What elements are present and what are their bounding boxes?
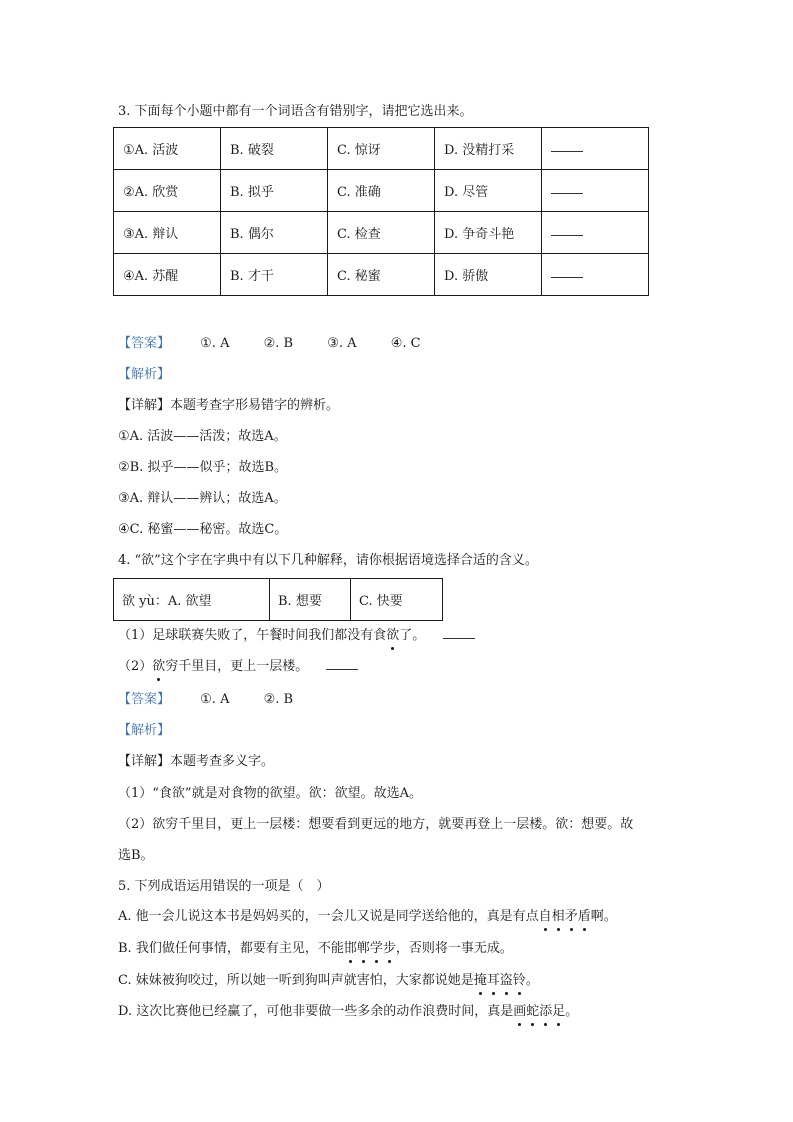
q3-answer-line (118, 335, 451, 353)
q4-explanation: 选B。 (118, 848, 154, 863)
q3-cell: C. 检查 (328, 212, 435, 254)
q3-cell: ④A. 苏醒 (114, 254, 221, 296)
q3-explanation: ①A. 活波——活泼；故选A。 (118, 429, 287, 444)
q3-title: 3. 下面每个小题中都有一个词语含有错别字，请把它选出来。 (118, 104, 473, 119)
q3-answer-cell[interactable] (542, 212, 649, 254)
q3-analysis-label: 【解析】 (118, 367, 171, 382)
emphasized-char: 相 (551, 909, 565, 924)
answer-label: 【答案】 (118, 336, 171, 351)
answer-item: ②. B (263, 692, 294, 707)
answer-item: ①. A (200, 336, 230, 351)
q3-cell: C. 秘蜜 (328, 254, 435, 296)
answer-item: ①. A (200, 692, 230, 707)
emphasized-char: 矛 (564, 909, 578, 924)
answer-item: ②. B (263, 336, 294, 351)
q5-option-a (118, 908, 617, 926)
emphasized-char: 郸 (356, 941, 370, 956)
q4-cell: B. 想要 (270, 579, 351, 621)
emphasized-char: 足 (552, 1004, 566, 1019)
q4-explanation: （2）欲穷千里目，更上一层楼：想要看到更远的地方，就要再登上一层楼。欲：想要。故 (118, 817, 634, 832)
option-text: D. 这次比赛他已经赢了，可他非要做一些多余的动作浪费时间，真是 (118, 1004, 514, 1019)
answer-blank[interactable] (551, 141, 583, 152)
detail-text: 本题考查多义字。 (170, 754, 275, 769)
emphasized-char: 邯 (343, 941, 357, 956)
emphasized-char: 画 (513, 1004, 527, 1019)
sentence-text: 穷千里目，更上一层楼。 (165, 659, 309, 674)
q3-answer-cell[interactable] (542, 170, 649, 212)
q4-analysis-label: 【解析】 (118, 723, 171, 738)
q3-table (113, 127, 649, 296)
sentence-text: （1）足球联赛失败了，午餐时间我们都没有食 (118, 628, 387, 643)
q3-cell: C. 准确 (328, 170, 435, 212)
table-row (114, 170, 649, 212)
q4-sentence-2 (118, 658, 358, 676)
q3-cell: C. 惊讶 (328, 128, 435, 170)
q3-answer-cell[interactable] (542, 128, 649, 170)
emphasized-char: 自 (538, 909, 552, 924)
q3-cell: ③A. 辩认 (114, 212, 221, 254)
q3-explanation: ②B. 拟乎——似乎；故选B。 (118, 460, 288, 475)
q3-cell: D. 尽管 (435, 170, 542, 212)
answer-blank[interactable] (326, 659, 358, 670)
emphasized-char: 欲 (152, 659, 166, 674)
option-text: 。 (565, 1004, 579, 1019)
emphasized-char: 添 (539, 1004, 553, 1019)
table-row (114, 254, 649, 296)
emphasized-char: 掩 (473, 973, 487, 988)
answer-blank[interactable] (551, 183, 583, 194)
q4-answer-line (118, 691, 323, 709)
detail-label: 【详解】 (118, 398, 171, 413)
q3-cell: B. 偶尔 (221, 212, 328, 254)
answer-blank[interactable] (443, 628, 475, 639)
option-text: 啊。 (590, 909, 617, 924)
q3-cell: ②A. 欣赏 (114, 170, 221, 212)
q5-option-c (118, 972, 539, 990)
q4-cell: 欲 yù：A. 欲望 (114, 579, 270, 621)
answer-item: ③. A (327, 336, 357, 351)
option-text: 。 (525, 973, 539, 988)
q4-title: 4. “欲”这个字在字典中有以下几种解释，请你根据语境选择合适的含义。 (118, 553, 538, 568)
table-row (114, 128, 649, 170)
q3-answer-cell[interactable] (542, 254, 649, 296)
emphasized-char: 盾 (577, 909, 591, 924)
q3-cell: D. 骄傲 (435, 254, 542, 296)
table-row (114, 579, 443, 621)
q4-cell: C. 快要 (351, 579, 443, 621)
sentence-text: 了。 (399, 628, 426, 643)
q4-explanation: （1）“食欲”就是对食物的欲望。欲：欲望。故选A。 (118, 786, 422, 801)
option-text: ，否则将一事无成。 (395, 941, 513, 956)
q3-cell: B. 才干 (221, 254, 328, 296)
answer-label: 【答案】 (118, 692, 171, 707)
q3-explanation: ③A. 辩认——辨认；故选A。 (118, 491, 287, 506)
detail-label: 【详解】 (118, 754, 171, 769)
option-text: B. 我们做任何事情，都要有主见，不能 (118, 941, 344, 956)
q4-detail (118, 753, 274, 771)
q3-cell: B. 破裂 (221, 128, 328, 170)
option-text: C. 妹妹被狗咬过，所以她一听到狗叫声就害怕，大家都说她是 (118, 973, 474, 988)
emphasized-char: 步 (382, 941, 396, 956)
q5-title: 5. 下列成语运用错误的一项是（ ） (118, 879, 330, 894)
option-text: A. 他一会儿说这本书是妈妈买的，一会儿又说是同学送给他的，真是有点 (118, 909, 539, 924)
q3-explanation: ④C. 秘蜜——秘密。故选C。 (118, 522, 288, 537)
emphasized-char: 欲 (386, 628, 400, 643)
emphasized-char: 铃 (512, 973, 526, 988)
emphasized-char: 蛇 (526, 1004, 540, 1019)
emphasized-char: 耳 (486, 973, 500, 988)
detail-text: 本题考查字形易错字的辨析。 (170, 398, 340, 413)
table-row (114, 212, 649, 254)
q5-option-d (118, 1003, 578, 1021)
q3-cell: ①A. 活波 (114, 128, 221, 170)
q3-cell: D. 争奇斗艳 (435, 212, 542, 254)
q3-detail (118, 397, 339, 415)
answer-blank[interactable] (551, 267, 583, 278)
q3-cell: D. 没精打采 (435, 128, 542, 170)
answer-blank[interactable] (551, 225, 583, 236)
sentence-text: （2） (118, 659, 153, 674)
emphasized-char: 学 (369, 941, 383, 956)
answer-item: ④. C (390, 336, 421, 351)
q4-table (113, 578, 443, 621)
q3-cell: B. 拟乎 (221, 170, 328, 212)
q4-sentence-1 (118, 627, 475, 645)
q5-option-b (118, 940, 513, 958)
emphasized-char: 盗 (499, 973, 513, 988)
